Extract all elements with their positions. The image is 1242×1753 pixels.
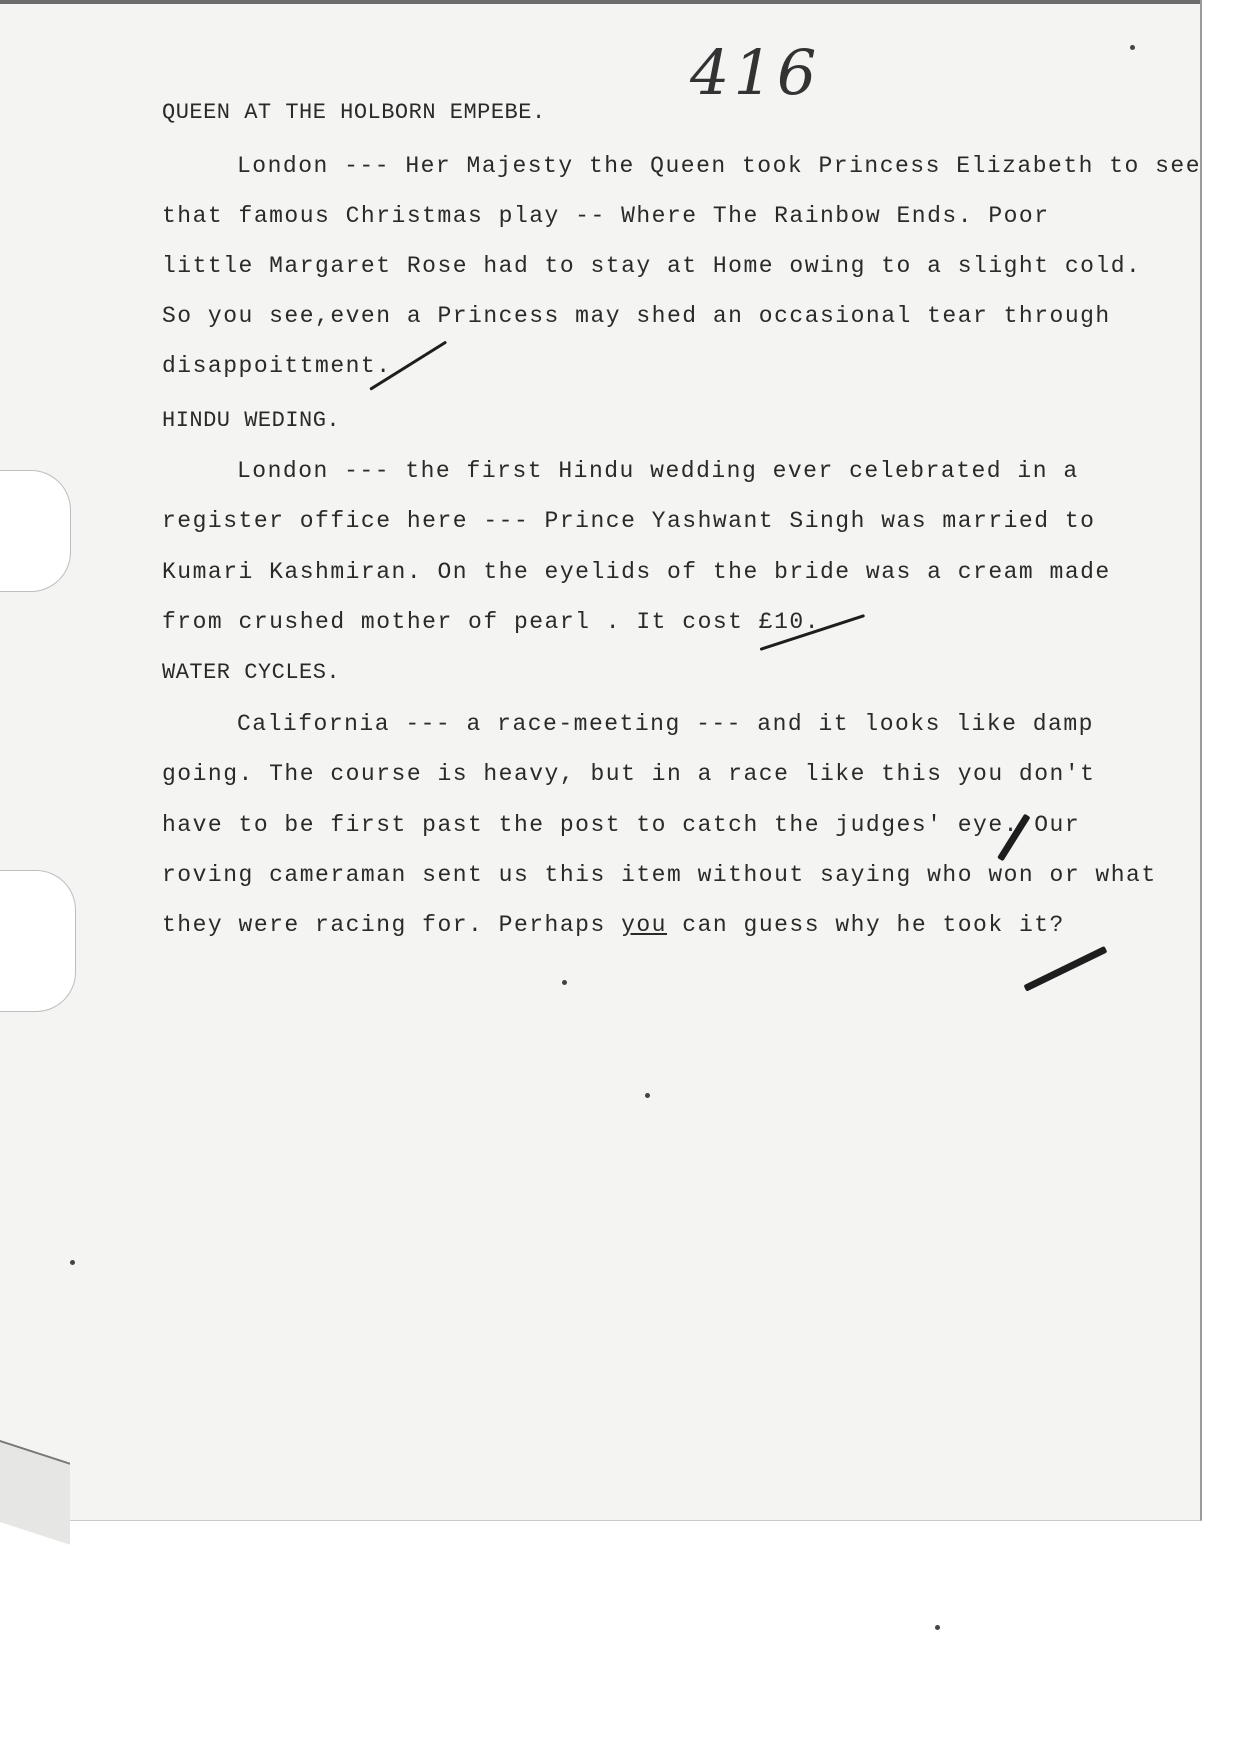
ink-speck [70, 1260, 75, 1265]
body-line: register office here --- Prince Yashwant Singh was married to [162, 508, 1096, 534]
punch-hole-tear [0, 470, 71, 592]
folded-corner [0, 1440, 70, 1545]
ink-speck [562, 980, 567, 985]
section-heading: HINDU WEDING. [162, 408, 341, 433]
ink-speck [935, 1625, 940, 1630]
section-heading: WATER CYCLES. [162, 660, 341, 685]
body-line: that famous Christmas play -- Where The Rainbow Ends. Poor [162, 203, 1050, 229]
ink-speck [645, 1093, 650, 1098]
body-line: disappoittment. [162, 353, 392, 379]
body-line: from crushed mother of pearl . It cost £10. [162, 609, 820, 635]
body-line: going. The course is heavy, but in a race like this you don't [162, 761, 1096, 787]
underlined-word: you [621, 912, 667, 938]
body-line: So you see,even a Princess may shed an occasional tear through [162, 303, 1111, 329]
body-line [162, 912, 1065, 938]
section-heading: QUEEN AT THE HOLBORN EMPEBE. [162, 100, 546, 125]
page-top-edge [0, 0, 1200, 4]
body-line: London --- the first Hindu wedding ever celebrated in a [237, 458, 1079, 484]
handwritten-page-number: 416 [690, 36, 821, 109]
body-line: Kumari Kashmiran. On the eyelids of the bride was a cream made [162, 559, 1111, 585]
punch-hole-tear [0, 870, 76, 1012]
body-line: little Margaret Rose had to stay at Home owing to a slight cold. [162, 253, 1142, 279]
body-text: they were racing for. Perhaps [162, 912, 622, 938]
body-line: California --- a race-meeting --- and it looks like damp [237, 711, 1094, 737]
body-line: London --- Her Majesty the Queen took Princess Elizabeth to see [237, 153, 1202, 179]
body-line: have to be first past the post to catch the judges' eye. Our [162, 812, 1081, 838]
body-line: roving cameraman sent us this item without saying who won or what [162, 862, 1157, 888]
ink-speck [1130, 45, 1135, 50]
pen-tick-mark [1023, 946, 1107, 992]
body-text: can guess why he took it? [667, 912, 1065, 938]
